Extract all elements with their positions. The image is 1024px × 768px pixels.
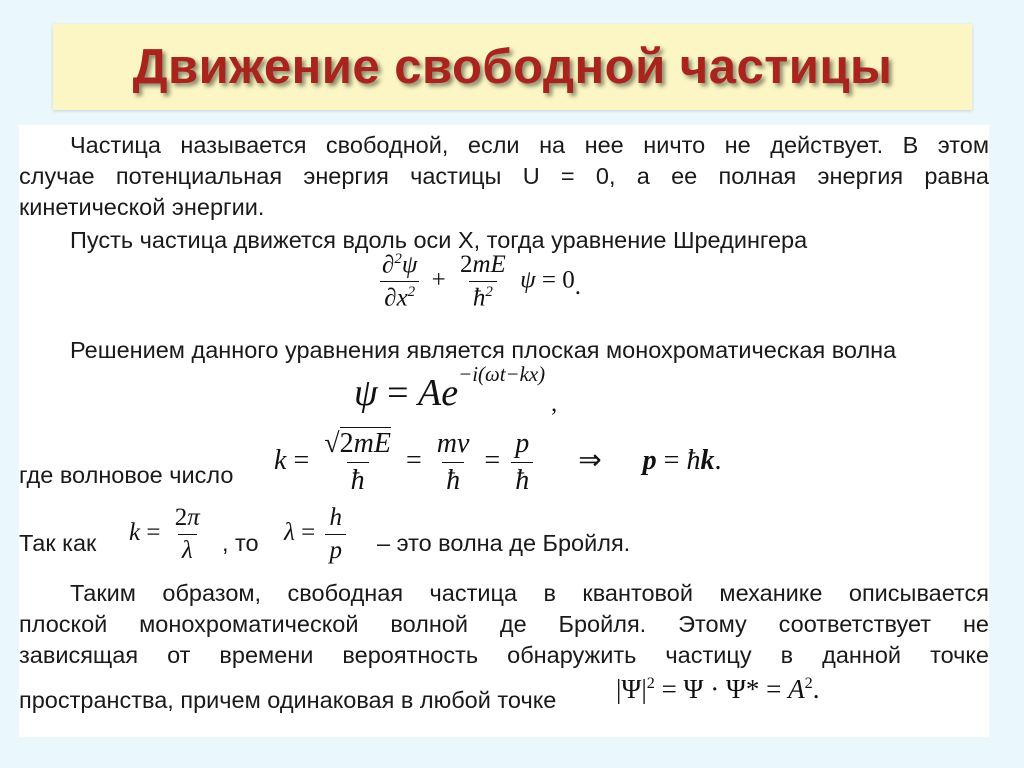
then-label: , то — [222, 530, 259, 556]
wave-number-formula: k = $\frac{√2mE}{ħ}$ = $\frac{mv}{ħ}$ = $\frac{p}{ħ}$ ⇒ p = ħk. — [274, 428, 722, 496]
wave-function-formula: $\psi = Ae^{-i(\omega t-kx)}$ , — [354, 362, 558, 417]
p1-line2: случае потенциальная энергия частицы U = 0, а ее полная энергия равна — [19, 163, 989, 189]
schrodinger-equation: $\frac{\partial^2\psi}{\partial x^2}$ + $\frac{2mE}{ħ^2}$ ψ = 0. — [382, 251, 581, 312]
p6-line2: плоской монохроматической волной де Бройля. Этому соответствует не — [19, 611, 989, 637]
wave-number-label: где волновое число — [19, 462, 234, 488]
paragraph-schrodinger: Пусть частица движется вдоль оси X, тогда уравнение Шредингера — [70, 227, 808, 253]
slide-content — [19, 125, 989, 737]
paragraph-conclusion — [19, 578, 989, 671]
title-banner — [53, 24, 972, 110]
p6-line1: Таким образом, свободная частица в квантовой механике описывается — [70, 580, 989, 606]
p6-line4: пространства, причем одинаковая в любой точке — [19, 687, 557, 713]
page-title: Движение свободной частицы — [132, 40, 893, 94]
probability-formula: $|\Psi|^2 = \Psi \cdot \Psi* = A^2$. — [616, 674, 820, 704]
paragraph-plane-wave: Решением данного уравнения является плоская монохроматическая волна — [70, 337, 897, 363]
since-label: Так как — [19, 530, 97, 556]
p1-line1: Частица называется свободной, если на нее ничто не действует. В этом — [70, 132, 989, 158]
de-broglie-label: – это волна де Бройля. — [377, 530, 631, 556]
p1-line3: кинетической энергии. — [19, 194, 265, 220]
p6-line3: зависящая от времени вероятность обнаружить частицу в данной точке — [19, 642, 989, 668]
lambda-formula: λ = $\frac{h}{p}$ — [284, 504, 350, 565]
k-lambda-formula: k = $\frac{2\pi}{\lambda}$ — [129, 504, 200, 564]
paragraph-free-particle — [19, 130, 989, 223]
